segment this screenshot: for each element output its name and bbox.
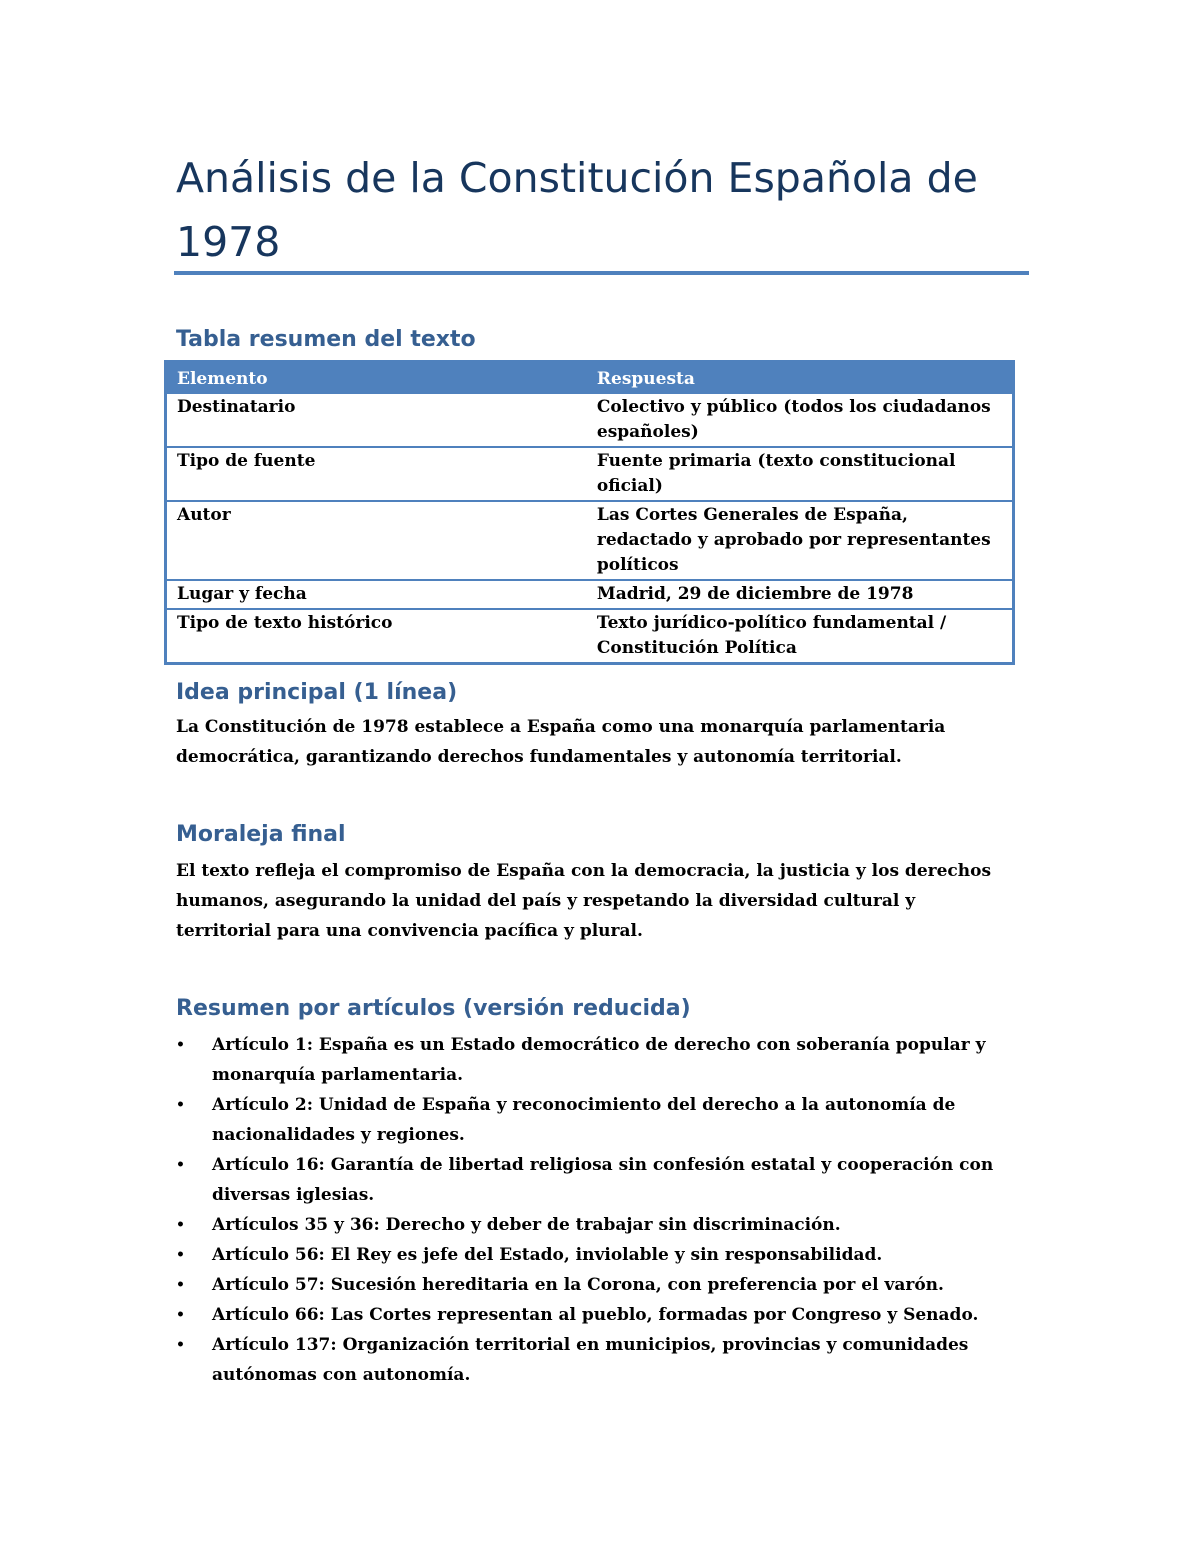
list-item-text: Artículo 137: Organización territorial en municipios, provincias y comunidades autónomas con autonomía. <box>212 1335 969 1385</box>
idea-paragraph: La Constitución de 1978 establece a España como una monarquía parlamentaria democrática, garantizando derechos fundamentales y autonomía territorial. <box>176 717 946 767</box>
column-header-respuesta: Respuesta <box>587 362 1014 394</box>
list-item-text: Artículo 56: El Rey es jefe del Estado, inviolable y sin responsabilidad. <box>212 1245 883 1265</box>
list-item <box>176 1300 1006 1330</box>
list-item <box>176 1150 1006 1210</box>
table-cell-respuesta: Fuente primaria (texto constitucional oficial) <box>587 447 1014 501</box>
bullet-icon: • <box>176 1097 185 1113</box>
idea-heading: Idea principal (1 línea) <box>176 680 458 705</box>
table-cell-respuesta: Texto jurídico-político fundamental / Constitución Política <box>587 609 1014 664</box>
list-item-text: Artículo 2: Unidad de España y reconocimiento del derecho a la autonomía de nacionalidades y regiones. <box>212 1095 956 1145</box>
list-item <box>176 1270 1006 1300</box>
list-item <box>176 1330 1006 1390</box>
column-header-elemento: Elemento <box>166 362 587 394</box>
table-section-heading: Tabla resumen del texto <box>176 327 476 352</box>
table-header-row <box>166 362 1014 394</box>
table-cell-elemento: Tipo de texto histórico <box>166 609 587 664</box>
moraleja-heading: Moraleja final <box>176 822 346 847</box>
list-item-text: Artículo 16: Garantía de libertad religiosa sin confesión estatal y cooperación con diversas iglesias. <box>212 1155 994 1205</box>
list-item <box>176 1240 1006 1270</box>
table-row <box>166 609 1014 664</box>
title-underline <box>174 271 1029 275</box>
list-item-text: Artículo 1: España es un Estado democrático de derecho con soberanía popular y monarquía parlamentaria. <box>212 1035 986 1085</box>
list-item <box>176 1030 1006 1090</box>
list-item <box>176 1210 1006 1240</box>
table-row <box>166 447 1014 501</box>
article-list <box>176 1030 1006 1390</box>
table-row <box>166 393 1014 447</box>
bullet-icon: • <box>176 1037 185 1053</box>
table-cell-elemento: Tipo de fuente <box>166 447 587 501</box>
bullet-icon: • <box>176 1307 185 1323</box>
list-item-text: Artículos 35 y 36: Derecho y deber de trabajar sin discriminación. <box>212 1215 841 1235</box>
bullet-icon: • <box>176 1337 185 1353</box>
table-row <box>166 501 1014 580</box>
moraleja-paragraph: El texto refleja el compromiso de España con la democracia, la justicia y los derechos humanos, asegurando la unidad del país y respetando la diversidad cultural y territorial para una convivencia pacífica y plural. <box>176 861 992 941</box>
document-title: Análisis de la Constitución Española de 1978 <box>176 154 978 266</box>
table-cell-elemento: Autor <box>166 501 587 580</box>
table-cell-respuesta: Las Cortes Generales de España, redactado y aprobado por representantes políticos <box>587 501 1014 580</box>
bullet-icon: • <box>176 1157 185 1173</box>
summary-table <box>164 360 1015 665</box>
bullet-icon: • <box>176 1277 185 1293</box>
list-item-text: Artículo 66: Las Cortes representan al pueblo, formadas por Congreso y Senado. <box>212 1305 979 1325</box>
table-cell-elemento: Lugar y fecha <box>166 580 587 609</box>
resumen-heading: Resumen por artículos (versión reducida) <box>176 996 691 1021</box>
bullet-icon: • <box>176 1217 185 1233</box>
table-row <box>166 580 1014 609</box>
list-item <box>176 1090 1006 1150</box>
table-cell-respuesta: Madrid, 29 de diciembre de 1978 <box>587 580 1014 609</box>
table-cell-elemento: Destinatario <box>166 393 587 447</box>
list-item-text: Artículo 57: Sucesión hereditaria en la Corona, con preferencia por el varón. <box>212 1275 944 1295</box>
table-cell-respuesta: Colectivo y público (todos los ciudadanos españoles) <box>587 393 1014 447</box>
bullet-icon: • <box>176 1247 185 1263</box>
